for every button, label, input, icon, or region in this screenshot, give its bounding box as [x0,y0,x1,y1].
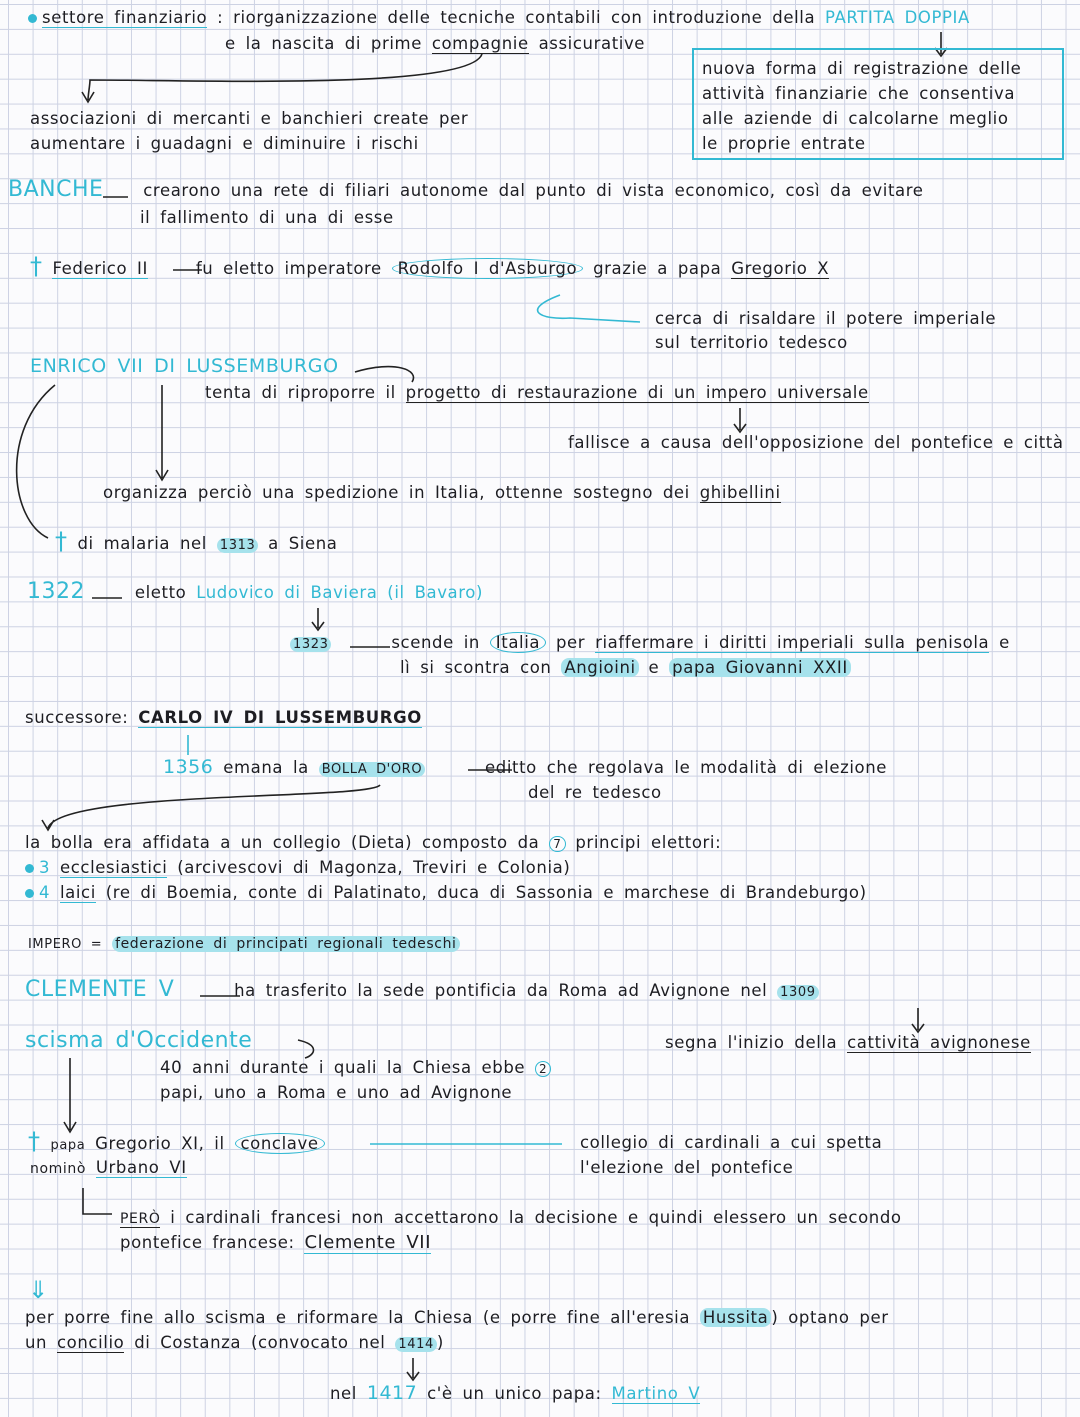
text: ha trasferito la sede pontificia da Roma ad Avignone nel [234,981,768,1000]
text: cattività avignonese [847,1033,1031,1052]
text: (arcivescovi di Magonza, Treviri e Colonia) [177,858,571,877]
scisma-line [160,1058,551,1079]
bolla-doro: BOLLA D'ORO [319,762,425,777]
text: cerca di risaldare il potere imperiale [655,309,997,328]
year: 1313 [217,538,258,553]
clemente-heading: CLEMENTE V [25,977,175,1002]
year: 1414 [395,1337,436,1352]
scontro-line [400,658,851,678]
laici-item [25,883,867,903]
text: 40 anni durante i quali la Chiesa ebbe [160,1058,526,1077]
text: papa [50,1138,86,1153]
bolla-detail [25,833,721,854]
banche-line [8,177,924,202]
text: ) [436,1333,444,1352]
bolla-line [163,757,887,780]
scisma-heading: scisma d'Occidente [25,1028,253,1053]
text: fallisce a causa dell'opposizione del pontefice e città [568,433,1064,452]
clemente7-line [120,1233,431,1253]
number: 3 [39,858,51,877]
year: 1309 [777,985,818,1000]
banche-heading: BANCHE [8,177,104,202]
text: il fallimento di una di esse [140,208,394,227]
ludovico-line [27,579,484,604]
text: , il [198,1134,225,1153]
assoc-line: associazioni di mercanti e banchieri create per [30,109,469,128]
clemente-line [25,977,819,1003]
box-line: le proprie entrate [702,134,866,153]
urbano-line [30,1158,187,1179]
text: di Costanza (convocato nel [134,1333,386,1352]
carlo-name: CARLO IV DI LUSSEMBURGO [138,708,422,727]
text: crearono una rete di filiari autonome dal punto di vista economico, così da evitare [143,181,924,200]
text: laici [59,883,96,902]
text: eletto [134,583,187,602]
compagnie: compagnie [431,34,529,53]
text: pontefice francese: [120,1233,295,1252]
name: Ludovico di Baviera (il Bavaro) [196,583,484,602]
settore-finanziario-line [28,8,970,28]
box-line: alle aziende di calcolarne meglio [702,109,1009,128]
pero-line [120,1208,902,1229]
number: 4 [39,883,51,902]
name: Martino V [611,1384,701,1403]
text: c'è un unico papa: [427,1384,602,1403]
text: principi elettori: [575,833,722,852]
org-line [103,483,781,503]
text: nominò [30,1161,87,1177]
costanza-line [25,1333,444,1355]
name: Urbano VI [95,1158,187,1177]
double-arrow-down-icon: ⇓ [28,1276,49,1304]
name: Gregorio XI [95,1134,199,1153]
text: del re tedesco [528,783,662,802]
1323-line [290,633,1010,655]
partita-doppia: PARTITA DOPPIA [825,8,970,27]
avignonese-line [665,1033,1031,1053]
carlo-line [25,708,422,728]
cross-icon: † [28,1127,41,1155]
name: Federico II [52,259,148,278]
text: grazie a papa [593,259,722,278]
text: lì si scontra con [400,658,552,677]
hussita: Hussita [700,1308,771,1327]
name: Gregorio X [731,259,830,278]
text: e [648,658,660,677]
number: 7 [549,836,565,852]
box-line: attività finanziarie che consentiva [702,84,1016,103]
enrico-heading: ENRICO VII DI LUSSEMBURGO [30,355,339,377]
text: e [999,633,1010,652]
italia: Italia [490,632,546,653]
text: ) optano per [771,1308,889,1327]
text: : riorganizzazione delle tecniche contabili con introduzione della [217,8,816,27]
text: scende in [391,633,480,652]
text: e la nascita di prime [225,34,422,53]
text: nel [330,1384,357,1403]
death-line [55,527,338,556]
bullet-icon [25,889,34,898]
label: IMPERO = [28,937,103,952]
text: a Siena [268,534,338,553]
concilio: concilio [56,1333,125,1352]
text: fu eletto imperatore [195,259,382,278]
text: collegio di cardinali a cui spetta [580,1133,883,1152]
concilio-line [25,1308,889,1328]
martino-line [330,1383,700,1404]
text: per porre fine allo scisma e riformare la Chiesa (e porre fine all'eresia [25,1308,691,1327]
text: per [555,633,586,652]
federico-line [30,252,830,280]
assoc-line: aumentare i guadagni e diminuire i rischi [30,134,419,153]
bullet-icon [28,14,37,23]
year: 1322 [27,579,85,604]
ecclesiastici-item [25,858,570,878]
text: papi, uno a Roma e uno ad Avignone [160,1083,513,1102]
text: assicurative [538,34,646,53]
progetto: progetto di restaurazione di un impero universale [405,383,869,402]
text: segna l'inizio della [665,1033,838,1052]
enrico-line [205,383,869,403]
number: 2 [535,1061,551,1077]
text: editto che regolava le modalità di elezione [485,758,888,777]
text: tenta di riproporre il [205,383,396,402]
name: Clemente VII [304,1232,432,1253]
cross-icon: † [55,527,68,555]
compagnie-line [225,34,645,54]
gregorio-line [28,1127,325,1156]
text: la bolla era affidata a un collegio (Dieta) composto da [25,833,540,852]
scisma-heading-line [25,1028,253,1053]
text: l'elezione del pontefice [580,1158,794,1177]
text: riaffermare i diritti imperiali sulla penisola [595,633,990,652]
conclave: conclave [235,1133,325,1154]
text: federazione di principati regionali tedeschi [112,936,459,952]
year: 1356 [163,756,214,778]
text: PERÒ [120,1211,161,1227]
topic-label: settore finanziario [42,8,208,27]
text: un [25,1333,48,1352]
text: emana la [223,758,309,777]
ghibellini: ghibellini [699,483,781,502]
text: di malaria nel [77,534,207,553]
circled-name: Rodolfo I d'Asburgo [392,258,584,279]
angioini: Angioini [561,658,638,677]
bullet-icon [25,864,34,873]
text: (re di Boemia, conte di Palatinato, duca di Sassonia e marchese di Brandeburgo) [105,883,867,902]
year: 1417 [366,1382,418,1404]
year: 1323 [290,637,331,652]
text: ecclesiastici [59,858,168,877]
impero-line [28,933,460,955]
label: successore: [25,708,129,727]
text: organizza perciò una spedizione in Italia, ottenne sostegno dei [103,483,690,502]
text: sul territorio tedesco [655,333,848,352]
cross-icon: † [30,252,43,280]
box-line: nuova forma di registrazione delle [702,59,1022,78]
papa: papa Giovanni XXII [669,658,851,677]
text: i cardinali francesi non accettarono la decisione e quindi elessero un secondo [170,1208,902,1227]
